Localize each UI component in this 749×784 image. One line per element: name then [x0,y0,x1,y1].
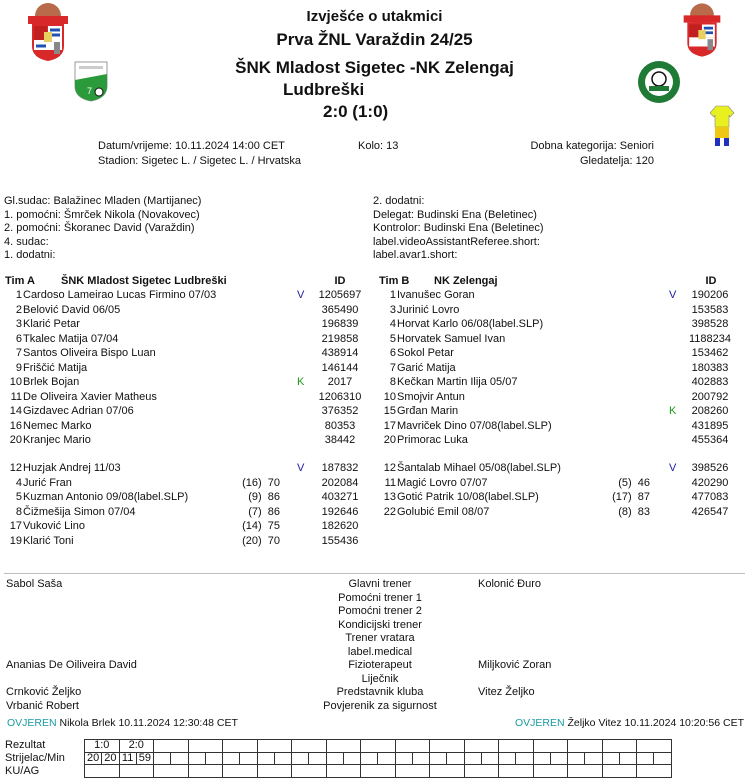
player-row [0,519,370,534]
result-cell [395,740,430,753]
result-cell: 2:0 [119,740,154,753]
official-delegate: Delegat: Budinski Ena (Beletinec) [373,208,537,221]
player-id: 180383 [691,361,729,374]
player-row [374,390,744,405]
ku-ag-cell [154,765,189,778]
results-labels [5,739,65,778]
player-id: 153583 [691,303,729,316]
player-name: Huzjak Andrej 11/03 [23,462,121,474]
player-id: 1205697 [318,289,362,301]
player-row [374,490,744,505]
player-name: Friščić Matija [23,361,88,374]
kit-icon [709,105,735,147]
player-id: 431895 [691,419,729,432]
staff-away [478,578,551,713]
player-row [0,346,370,361]
official-avar: label.avar1.short: [373,249,458,261]
player-row [0,375,370,390]
match-score: 2:0 (1:0) [323,102,389,121]
player-number: 15 [383,405,396,417]
official-assistant-1: 1. pomoćni: Šmrček Nikola (Novakovec) [4,208,200,221]
verification-status: OVJEREN [515,717,565,729]
home-club-rep: Crnković Željko [6,686,82,698]
player-row [374,476,744,491]
verification-home [7,717,238,729]
player-name: Sokol Petar [397,347,454,359]
scorer-minute-cell [619,752,636,765]
player-id: 477083 [691,491,729,503]
player-row [374,375,744,390]
verification-text: Nikola Brlek 10.11.2024 12:30:48 CET [59,717,238,729]
home-head-coach: Sabol Saša [6,578,63,590]
goalkeeper-badge: V [297,462,305,474]
player-id: 192646 [321,505,359,518]
player-row [374,303,744,318]
player-name: Čižmešija Simon 07/04 [23,505,136,518]
away-head-coach: Kolonić Đuro [478,578,541,590]
scorer-minute-cell: 20 [102,752,119,765]
scorer-minute-cell: 11 [119,752,136,765]
player-id: 187832 [321,462,359,474]
label-scorer-minute: Strijelac/Min [5,752,65,764]
verification-status: OVJEREN [7,717,57,729]
player-id: 196839 [321,318,359,330]
result-cell [568,740,603,753]
ku-ag-cell [119,765,154,778]
ku-ag-cell [602,765,637,778]
report-title: Izvješće o utakmici [306,8,443,25]
away-club-crest-icon [637,60,681,104]
player-number: 20 [383,434,396,446]
player-id: 1206310 [318,390,362,403]
player-name: Nemec Marko [23,419,92,432]
home-team-name-line2: Ludbreški [283,80,365,99]
player-row [374,505,744,520]
scorer-minute-cell [568,752,585,765]
ku-ag-cell [499,765,534,778]
goalkeeper-badge: V [669,462,677,474]
scorer-minute-cell [654,752,671,765]
player-number: 17 [383,419,396,432]
player-row [0,390,370,405]
ku-ag-cell [568,765,603,778]
result-cell [223,740,258,753]
team-b-id-header: ID [705,275,717,287]
result-cell [430,740,465,753]
player-number: 4 [389,318,396,330]
player-row [0,361,370,376]
player-id: 155436 [321,534,359,547]
county-crest-icon [24,2,72,62]
player-number: 5 [15,491,22,503]
substitution-info: (8) 83 [618,505,650,518]
player-id: 398528 [691,318,729,330]
role-club-rep: Predstavnik kluba [336,686,424,698]
player-id: 398526 [691,462,729,474]
captain-badge: K [297,376,305,388]
player-row [374,288,744,303]
scorer-minute-cell [516,752,533,765]
player-name: Magić Lovro 07/07 [397,476,488,489]
ku-ag-cell [464,765,499,778]
official-additional-1: 1. dodatni: [4,249,56,261]
role-medical: label.medical [347,645,413,658]
result-cell [154,740,189,753]
player-row [0,490,370,505]
scorer-minute-cell [395,752,412,765]
scorer-minute-cell [602,752,619,765]
result-cell [499,740,534,753]
player-number: 9 [15,361,22,374]
match-stadium: Stadion: Sigetec L. / Sigetec L. / Hrvatska [98,155,301,167]
player-name: Garić Matija [397,361,456,374]
home-team-name: ŠNK Mladost Sigetec [235,58,406,77]
ku-ag-cell [188,765,223,778]
ku-ag-cell [326,765,361,778]
player-name: Jurić Fran [23,476,72,489]
substitution-info: (20) 70 [242,534,280,547]
player-name: Horvat Karlo 06/08(label.SLP) [397,318,544,330]
player-name: Primorac Luka [397,434,468,446]
staff-roles [290,578,470,713]
player-row [0,476,370,491]
player-id: 2017 [327,376,353,388]
substitution-info: (14) 75 [242,520,280,532]
player-row [374,433,744,448]
result-cell [326,740,361,753]
player-number: 2 [15,303,22,316]
official-referee: Gl.sudac: Balažinec Mladen (Martijanec) [4,195,202,207]
player-number: 7 [389,361,396,374]
scorer-minute-cell: 59 [136,752,153,765]
away-fitness-coach [478,619,551,633]
competition-title: Prva ŽNL Varaždin 24/25 [276,30,473,49]
player-id: 202084 [321,476,359,489]
away-assistant-coach-1 [478,592,551,606]
player-row [374,419,744,434]
player-number: 13 [383,491,396,503]
player-number: 6 [15,332,22,345]
scorer-minute-cell [412,752,429,765]
player-number: 3 [15,318,22,330]
player-number: 10 [9,376,22,388]
player-id: 38442 [324,434,356,446]
player-name: Mavriček Dino 07/08(label.SLP) [397,419,552,432]
official-additional-2: 2. dodatni: [373,195,425,207]
officials-right [373,195,544,263]
player-name: Gizdavec Adrian 07/06 [23,405,134,417]
away-physio: Miljković Zoran [478,659,552,671]
player-name: Golubić Emil 08/07 [397,505,490,518]
player-name: Belović David 06/05 [23,303,121,316]
player-row [0,461,370,476]
player-name: Ivanušec Goran [397,289,475,301]
substitution-info: (16) 70 [242,476,280,489]
result-cell [361,740,396,753]
player-id: 402883 [691,376,729,388]
ku-ag-cell [257,765,292,778]
scorer-minute-cell [326,752,343,765]
home-goalkeeper-coach [6,632,137,646]
player-name: Jurinić Lovro [397,303,460,316]
player-row [0,433,370,448]
player-row [374,461,744,476]
home-assistant-coach-1 [6,592,137,606]
role-physio: Fizioterapeut [348,659,412,671]
result-cell [602,740,637,753]
staff-home [6,578,137,713]
role-doctor: Liječnik [361,672,399,685]
goalkeeper-badge: V [669,289,677,301]
player-number: 10 [383,390,396,403]
separator: - [409,58,416,77]
attendance: Gledatelja: 120 [580,155,654,167]
away-club-rep: Vitez Željko [478,686,535,698]
role-head-coach: Glavni trener [348,578,412,590]
player-number: 7 [15,347,22,359]
player-id: 190206 [691,289,729,301]
svg-text:7: 7 [87,86,93,96]
player-row [0,303,370,318]
player-number: 17 [9,520,22,532]
role-goalkeeper-coach: Trener vratara [345,632,415,644]
ku-ag-cell [292,765,327,778]
scorer-minute-cell [240,752,257,765]
county-crest-icon [680,2,724,58]
scorer-minute-cell [637,752,654,765]
player-name: Klarić Petar [23,318,80,330]
result-cell [257,740,292,753]
scorer-minute-cell [154,752,171,765]
scorer-minute-cell [257,752,274,765]
player-number: 1 [389,289,396,301]
scorer-minute-cell [188,752,205,765]
scorer-minute-cell [274,752,291,765]
player-number: 14 [9,405,22,417]
player-name: Klarić Toni [23,534,74,547]
scorer-minute-cell [223,752,240,765]
ku-ag-cell [430,765,465,778]
player-number: 19 [9,534,22,547]
player-number: 12 [9,462,22,474]
match-round: Kolo: 13 [358,140,399,152]
player-name: Tkalec Matija 07/04 [23,332,119,345]
goalkeeper-badge: V [297,289,305,301]
player-id: 146144 [321,361,359,374]
player-name: De Oliveira Xavier Matheus [23,390,157,403]
team-b-label: Tim B [379,275,410,287]
player-id: 455364 [691,434,729,446]
player-number: 5 [389,332,396,345]
official-assistant-2: 2. pomoćni: Škoranec David (Varaždin) [4,222,195,234]
player-id: 420290 [691,476,729,489]
ku-ag-cell [361,765,396,778]
team-a-id-header: ID [334,275,346,287]
away-goalkeeper-coach [478,632,551,646]
team-a-label: Tim A [5,275,35,287]
official-var: label.videoAssistantReferee.short: [373,235,540,248]
player-number: 11 [10,390,22,403]
age-category: Dobna kategorija: Seniori [530,140,654,152]
scorer-minute-cell [292,752,309,765]
player-id: 200792 [691,390,729,403]
player-number: 8 [15,505,22,518]
player-number: 4 [15,476,22,489]
scorer-minute-cell [481,752,498,765]
home-security: Vrbanić Robert [6,699,79,712]
scorer-minute-cell [343,752,360,765]
substitution-info: (7) 86 [248,505,280,518]
away-medical [478,646,551,660]
player-id: 153462 [691,347,729,359]
role-assistant-coach-2: Pomoćni trener 2 [338,605,422,617]
player-number: 16 [9,419,22,432]
ku-ag-cell [223,765,258,778]
player-row [374,404,744,419]
player-number: 8 [389,376,396,388]
player-row [374,332,744,347]
player-row [374,317,744,332]
player-id: 365490 [321,303,359,316]
player-row [0,419,370,434]
result-cell [533,740,568,753]
result-cell [464,740,499,753]
player-name: Vuković Lino [23,520,85,532]
scorer-minute-cell [309,752,326,765]
away-team-name: NK Zelengaj [415,58,514,77]
scorer-minute-cell [361,752,378,765]
player-number: 1 [15,289,22,301]
player-id: 438914 [321,347,359,359]
result-cell [292,740,327,753]
label-ku-ag: KU/AG [5,765,40,777]
player-row [0,288,370,303]
divider [4,573,745,574]
player-row [374,346,744,361]
official-fourth: 4. sudac: [4,235,49,248]
role-assistant-coach-1: Pomoćni trener 1 [338,591,422,604]
results-table [84,739,672,778]
verification-text: Željko Vitez 10.11.2024 10:20:56 CET [567,717,744,729]
scorer-minute-cell [499,752,516,765]
player-number: 6 [389,347,396,359]
scorer-minute-cell [171,752,188,765]
scorer-minute-cell [447,752,464,765]
player-name: Smojvir Antun [397,390,465,403]
player-row [0,505,370,520]
scorer-minute-cell [585,752,602,765]
player-name: Kranjec Mario [23,434,91,446]
result-cell [188,740,223,753]
player-id: 182620 [321,520,359,532]
verification-away [500,717,744,729]
official-controller: Kontrolor: Budinski Ena (Beletinec) [373,222,544,234]
scorer-minute-cell [464,752,481,765]
result-cell [637,740,672,753]
home-assistant-coach-2 [6,605,137,619]
team-b-name: NK Zelengaj [434,275,498,287]
player-name: Kuzman Antonio 09/08(label.SLP) [23,491,189,503]
player-name: Cardoso Lameirao Lucas Firmino 07/03 [23,289,217,301]
role-fitness-coach: Kondicijski trener [338,618,422,631]
player-number: 11 [384,476,396,489]
player-name: Šantalab Mihael 05/08(label.SLP) [397,462,561,474]
scorer-minute-cell: 20 [85,752,102,765]
scorer-minute-cell [205,752,222,765]
substitution-info: (9) 86 [248,491,280,503]
result-cell: 1:0 [85,740,120,753]
scorer-minute-cell [550,752,567,765]
player-id: 376352 [321,405,359,417]
substitution-info: (5) 46 [618,476,650,489]
player-name: Horvatek Samuel Ivan [397,332,506,345]
player-id: 219858 [321,332,359,345]
player-id: 426547 [691,505,729,518]
label-result: Rezultat [5,739,46,751]
substitution-info: (17) 87 [612,491,650,503]
player-row [0,404,370,419]
home-physio: Ananias De Oiliveira David [6,659,137,671]
away-security [478,700,551,714]
away-assistant-coach-2 [478,605,551,619]
player-id: 208260 [691,405,729,417]
player-name: Grđan Marin [397,405,459,417]
player-row [0,332,370,347]
officials-left [4,195,201,263]
away-doctor [478,673,551,687]
home-fitness-coach [6,619,137,633]
match-datetime: Datum/vrijeme: 10.11.2024 14:00 CET [98,140,285,152]
player-row [0,534,370,549]
scorer-minute-cell [533,752,550,765]
ku-ag-cell [395,765,430,778]
team-a-name: ŠNK Mladost Sigetec Ludbreški [61,275,227,287]
ku-ag-cell [85,765,120,778]
home-medical [6,646,137,660]
captain-badge: K [669,405,677,417]
ku-ag-cell [533,765,568,778]
role-security: Povjerenik za sigurnost [323,699,437,712]
player-id: 1188234 [688,332,731,345]
player-id: 403271 [321,491,359,503]
scorer-minute-cell [378,752,395,765]
player-number: 20 [9,434,22,446]
home-club-crest-icon [74,60,108,102]
player-name: Santos Oliveira Bispo Luan [23,347,156,359]
player-id: 80353 [324,419,356,432]
ku-ag-cell [637,765,672,778]
player-row [0,317,370,332]
player-row [374,361,744,376]
player-number: 22 [383,505,396,518]
scorer-minute-cell [430,752,447,765]
player-name: Gotić Patrik 10/08(label.SLP) [397,491,539,503]
player-number: 12 [383,462,396,474]
player-name: Kečkan Martin Ilija 05/07 [397,376,518,388]
home-doctor [6,673,137,687]
player-name: Brlek Bojan [23,376,80,388]
player-number: 3 [389,303,396,316]
